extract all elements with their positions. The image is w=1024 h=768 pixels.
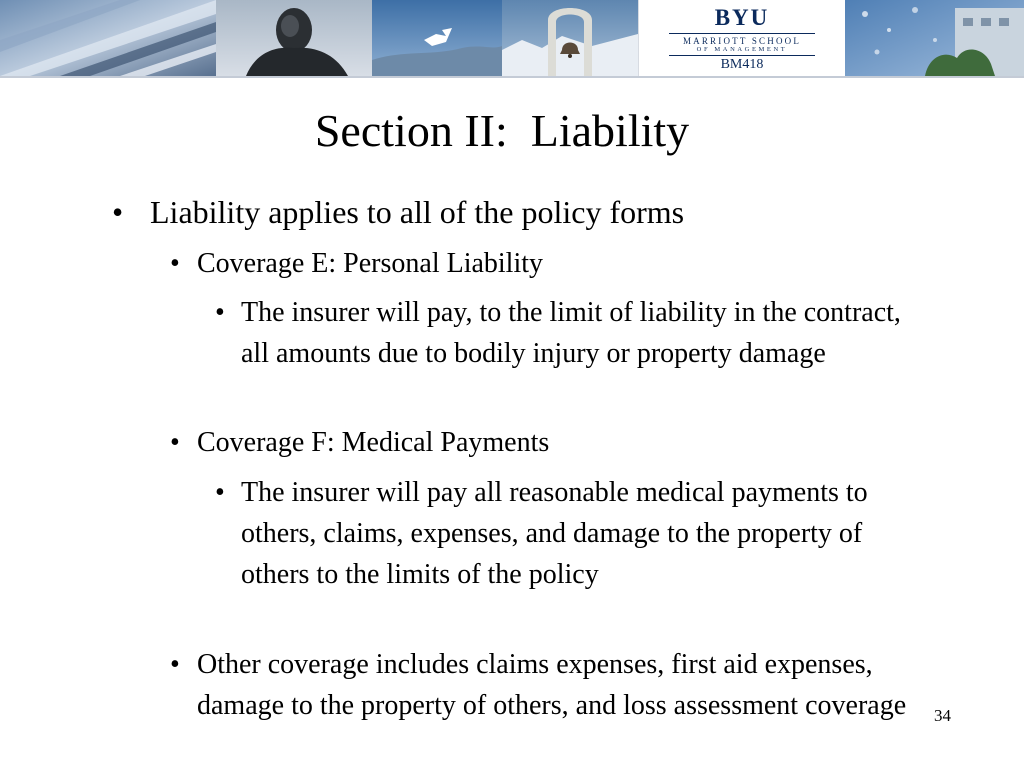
bullet-marker: • bbox=[215, 477, 225, 508]
logo-divider bbox=[669, 33, 815, 34]
bullet-text: Coverage E: Personal Liability bbox=[197, 248, 544, 279]
logo-management-text: OF MANAGEMENT bbox=[696, 46, 788, 53]
bullet-marker: • bbox=[170, 649, 180, 680]
logo-school-text: MARRIOTT SCHOOL bbox=[682, 36, 802, 46]
slide-title: Section II: Liability bbox=[314, 105, 690, 156]
bullet-text: Coverage F: Medical Payments bbox=[197, 427, 550, 458]
banner-photo-bell-tower bbox=[502, 0, 638, 76]
bullet-marker: • bbox=[112, 194, 124, 230]
bullet-marker: • bbox=[170, 248, 180, 279]
bullet-other-coverage bbox=[170, 644, 915, 726]
bullet-coverage-f bbox=[170, 422, 915, 463]
bullet-liability-applies bbox=[112, 190, 912, 234]
bullet-marker: • bbox=[170, 427, 180, 458]
bullet-text: Other coverage includes claims expenses, first aid expenses, damage to the property of others, and loss assessment coverage bbox=[197, 649, 907, 721]
bullet-coverage-e-detail bbox=[215, 292, 905, 374]
byu-marriott-logo bbox=[638, 0, 846, 76]
bullet-text: The insurer will pay all reasonable medical payments to others, claims, expenses, and damage to the property of others to the limits of the policy bbox=[241, 477, 868, 590]
bullet-marker: • bbox=[215, 297, 225, 328]
banner-rule bbox=[0, 76, 1024, 78]
page-number: 34 bbox=[934, 706, 951, 725]
logo-byu-text: BYU bbox=[714, 5, 770, 30]
bullet-text: Liability applies to all of the policy forms bbox=[150, 194, 685, 230]
logo-divider-lower bbox=[669, 55, 815, 56]
banner-photo-campus bbox=[845, 0, 1024, 76]
header-banner bbox=[0, 0, 1024, 76]
bullet-coverage-f-detail bbox=[215, 472, 905, 595]
banner-photo-building bbox=[0, 0, 216, 76]
bullet-text: The insurer will pay, to the limit of liability in the contract, all amounts due to bodily injury or property damage bbox=[241, 297, 901, 369]
banner-photo-statue bbox=[216, 0, 372, 76]
bullet-coverage-e bbox=[170, 243, 915, 284]
banner-photo-y-mountain bbox=[372, 0, 502, 76]
course-code: BM418 bbox=[720, 57, 764, 72]
